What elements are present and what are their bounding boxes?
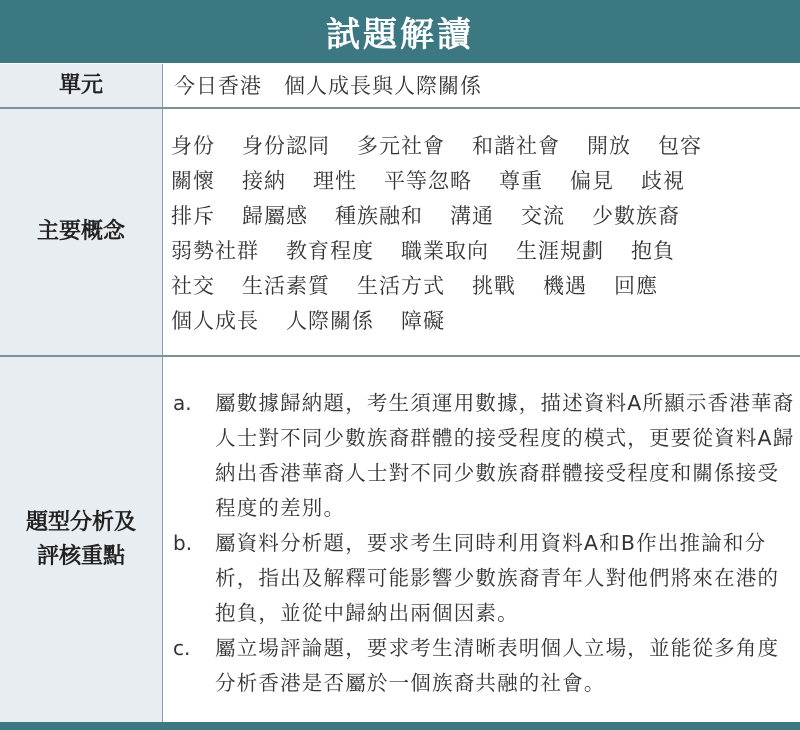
concept-term: 生活素質 [242, 273, 330, 298]
title-bar [0, 0, 800, 62]
concept-line [171, 127, 729, 162]
item-text: 屬數據歸納題，考生須運用數據，描述資料A所顯示香港華裔人士對不同少數族裔群體的接受程度的模式，更要從資料A歸納出香港華裔人士對不同少數族裔群體接受程度和關係接受程度的差別。 [215, 391, 795, 520]
concept-line [171, 232, 729, 267]
page-title: 試題解讀 [326, 14, 474, 55]
concept-term: 回應 [614, 273, 658, 298]
bottom-bar [0, 722, 800, 730]
concept-term: 少數族裔 [592, 203, 680, 228]
concept-term: 包容 [658, 133, 702, 158]
unit-content-cell [163, 64, 800, 107]
item-text: 屬立場評論題，要求考生清晰表明個人立場，並能從多角度分析香港是否屬於一個族裔共融的社會。 [215, 636, 780, 695]
unit-row [0, 64, 800, 107]
concept-term: 教育程度 [286, 238, 374, 263]
concept-term: 社交 [171, 273, 215, 298]
concept-line [171, 162, 729, 197]
analysis-label-cell [0, 357, 163, 722]
concept-line [171, 197, 729, 232]
concepts-list [171, 127, 729, 337]
concept-term: 職業取向 [401, 238, 489, 263]
concept-term: 理性 [313, 168, 357, 193]
concept-term: 生活方式 [357, 273, 445, 298]
analysis-item-b [173, 526, 795, 631]
item-marker: a. [173, 391, 192, 415]
analysis-row [0, 357, 800, 722]
concept-term: 交流 [521, 203, 565, 228]
concept-line [171, 302, 729, 337]
concept-term: 身份認同 [242, 133, 330, 158]
concepts-content-cell [163, 109, 800, 355]
concept-term: 身份 [171, 133, 215, 158]
concept-term: 偏見 [570, 168, 614, 193]
concept-term: 挑戰 [472, 273, 516, 298]
analysis-items [173, 386, 795, 701]
item-text: 屬資料分析題，要求考生同時利用資料A和B作出推論和分析，指出及解釋可能影響少數族裔青年人對他們將來在港的抱負，並從中歸納出兩個因素。 [215, 531, 780, 625]
title-underline [0, 62, 800, 63]
concept-term: 接納 [242, 168, 286, 193]
concept-term: 歸屬感 [242, 203, 308, 228]
analysis-content-cell [163, 357, 800, 722]
concept-term: 歧視 [641, 168, 685, 193]
unit-value: 今日香港 個人成長與人際關係 [174, 74, 482, 98]
analysis-label [26, 506, 136, 574]
concept-term: 關懷 [171, 168, 215, 193]
unit-label-cell [0, 64, 163, 107]
concept-term: 人際關係 [286, 308, 374, 333]
concept-term: 溝通 [450, 203, 494, 228]
concept-term: 生涯規劃 [516, 238, 604, 263]
concept-term: 多元社會 [357, 133, 445, 158]
concept-term: 種族融和 [335, 203, 423, 228]
concept-term: 平等忽略 [384, 168, 472, 193]
concept-term: 障礙 [401, 308, 445, 333]
concepts-label: 主要概念 [36, 219, 125, 244]
analysis-label-line-1: 題型分析及 [25, 509, 136, 535]
concept-term: 個人成長 [171, 308, 259, 333]
concept-line [171, 267, 729, 302]
concept-term: 和諧社會 [472, 133, 560, 158]
concept-term: 排斥 [171, 203, 215, 228]
concept-term: 開放 [587, 133, 631, 158]
concept-term: 弱勢社群 [171, 238, 259, 263]
analysis-label-line-2: 評核重點 [36, 543, 125, 569]
item-marker: c. [173, 636, 191, 660]
concepts-label-cell [0, 109, 163, 355]
concept-term: 尊重 [499, 168, 543, 193]
unit-label: 單元 [58, 72, 103, 98]
analysis-item-c [173, 631, 795, 701]
analysis-item-a [173, 386, 795, 526]
concept-term: 抱負 [631, 238, 675, 263]
concept-term: 機遇 [543, 273, 587, 298]
concepts-row [0, 109, 800, 355]
item-marker: b. [173, 531, 193, 555]
